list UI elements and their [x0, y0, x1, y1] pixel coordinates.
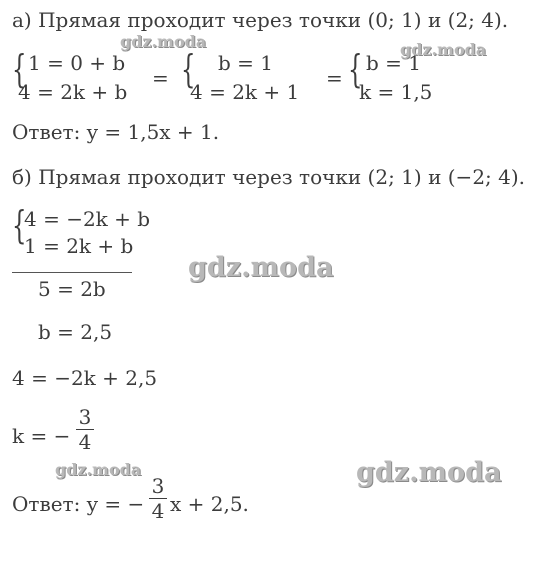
brace-a1: { — [12, 47, 27, 91]
brace-a3: { — [348, 47, 363, 91]
sum-rule — [12, 272, 132, 273]
system-b-line2: 1 = 2k + b — [24, 234, 134, 258]
k-numerator: 3 — [78, 405, 92, 429]
answer-b-suffix: x + 2,5. — [170, 492, 249, 516]
answer-a: Ответ: y = 1,5x + 1. — [12, 120, 220, 144]
watermark-logo: gdz.moda — [400, 40, 487, 59]
system-a1-line1: 1 = 0 + b — [28, 51, 126, 75]
equation-k: 4 = −2k + 2,5 — [12, 366, 158, 390]
k-denominator: 4 — [78, 430, 92, 454]
equals-a2: = — [326, 66, 343, 90]
watermark-logo: gdz.moda — [120, 32, 207, 51]
system-a3-line1: b = 1 — [366, 51, 421, 75]
system-a1-line2: 4 = 2k + b — [18, 80, 128, 104]
answer-fraction — [149, 476, 167, 521]
watermark-logo: gdz.moda — [356, 457, 502, 488]
answer-denominator: 4 — [151, 499, 165, 523]
brace-b: { — [12, 203, 27, 247]
equals-a1: = — [152, 66, 169, 90]
system-a2-line2: 4 = 2k + 1 — [190, 80, 300, 104]
brace-a2: { — [181, 47, 196, 91]
sum-result: 5 = 2b — [38, 277, 106, 301]
system-a3-line2: k = 1,5 — [359, 80, 433, 104]
answer-numerator: 3 — [151, 474, 165, 498]
watermark-logo: gdz.moda — [188, 252, 334, 283]
heading-b: б) Прямая проходит через точки (2; 1) и (−2; 4). — [12, 165, 526, 189]
system-a2-line1: b = 1 — [218, 51, 273, 75]
k-prefix: k = − — [12, 424, 71, 448]
k-fraction — [76, 407, 94, 452]
answer-b-prefix: Ответ: y = − — [12, 492, 145, 516]
system-b-line1: 4 = −2k + b — [24, 207, 151, 231]
b-value: b = 2,5 — [38, 320, 113, 344]
heading-a: а) Прямая проходит через точки (0; 1) и (2; 4). — [12, 8, 509, 32]
watermark-logo: gdz.moda — [55, 460, 142, 479]
